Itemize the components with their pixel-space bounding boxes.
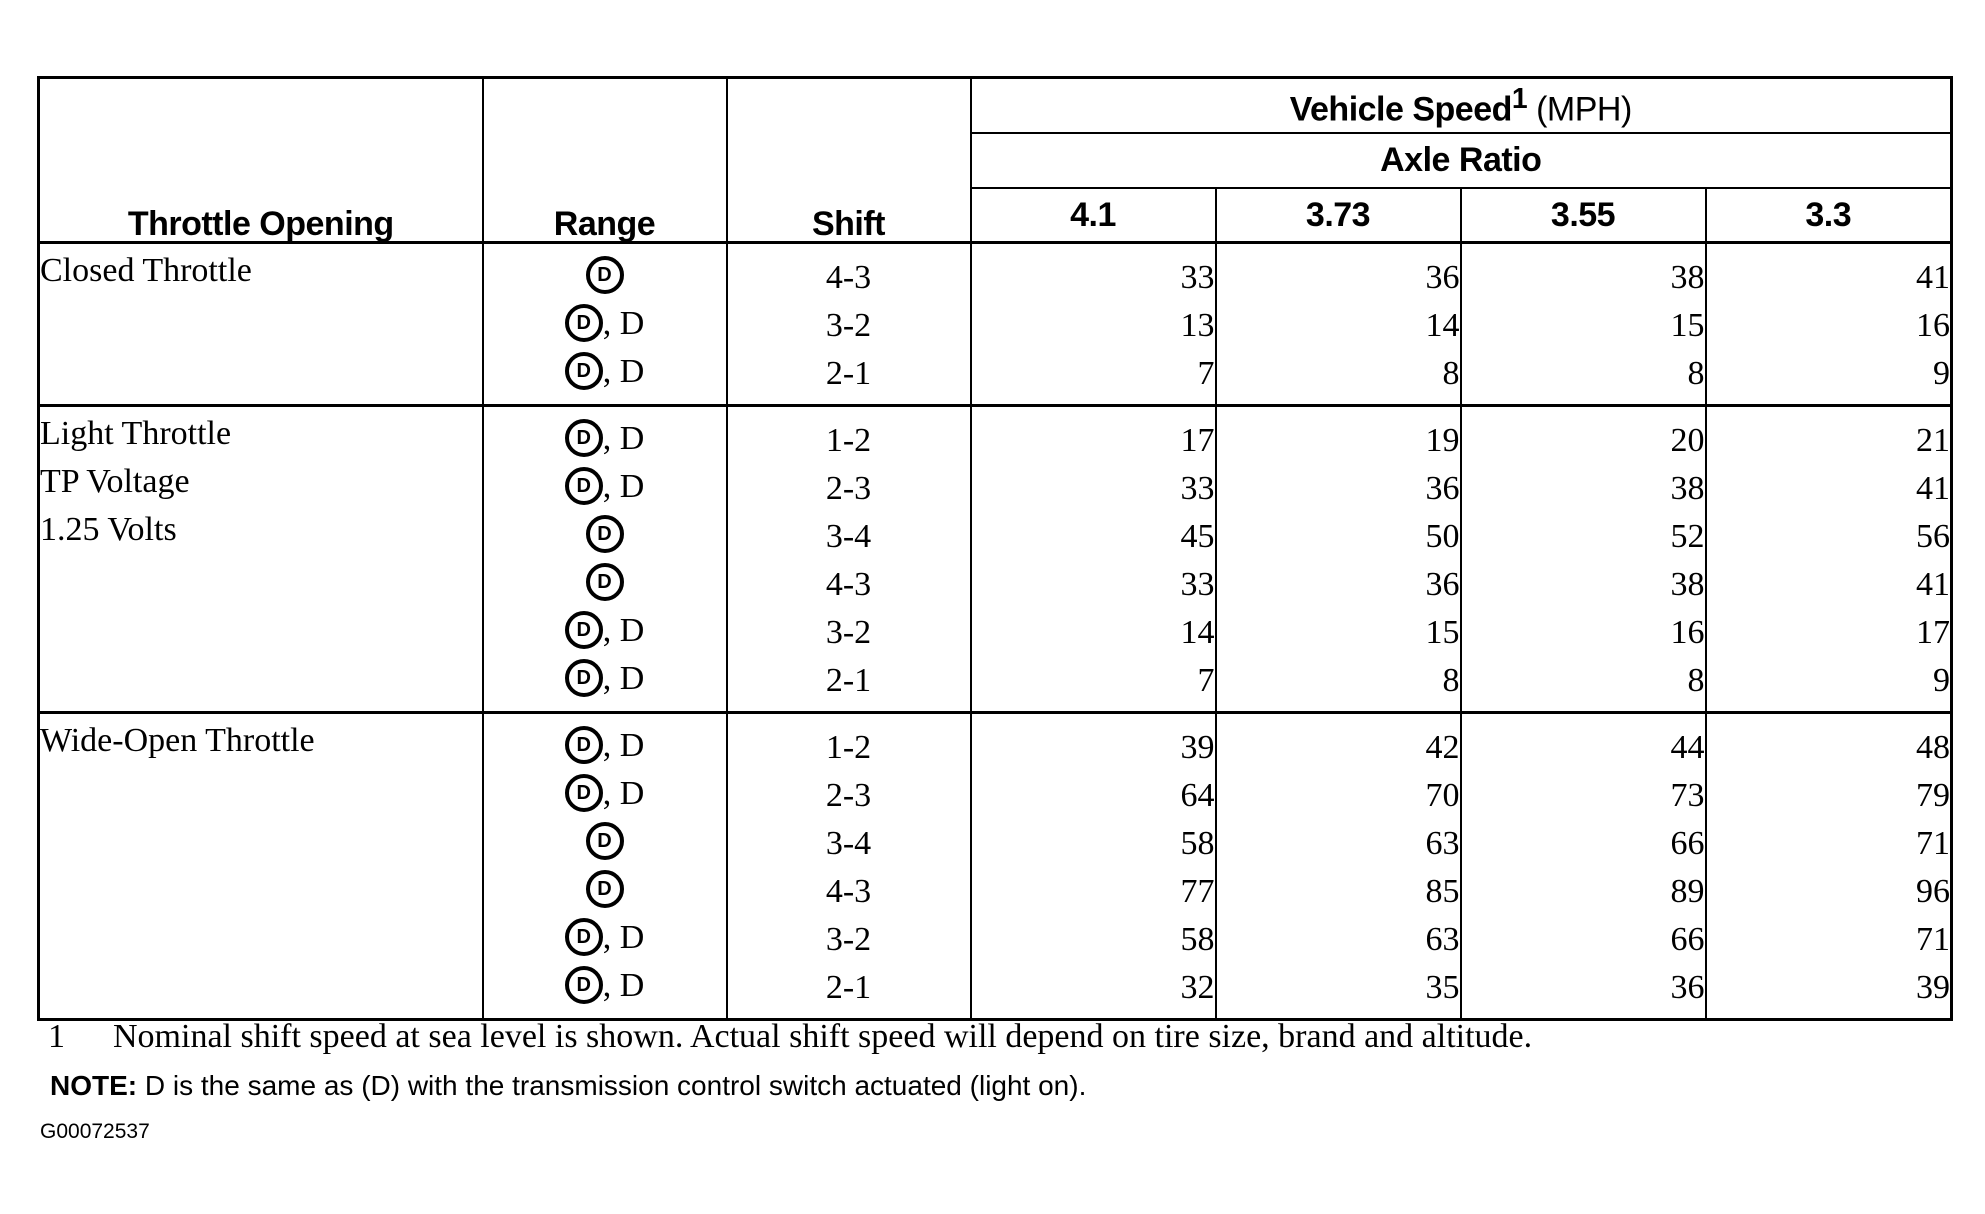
speed-value-cell: 17 [1706,609,1952,657]
speed-value-cell: 50 [1216,513,1461,561]
speed-value-cell: 8 [1461,350,1706,406]
speed-value-cell: 41 [1706,243,1952,303]
speed-value-cell: 58 [971,820,1216,868]
speed-value-cell: 16 [1461,609,1706,657]
speed-value-cell: 16 [1706,302,1952,350]
speed-value-cell: 79 [1706,772,1952,820]
table-row [39,713,1952,773]
shift-cell: 3-4 [727,513,971,561]
speed-value-cell: 44 [1461,713,1706,773]
throttle-opening-cell [39,713,483,1020]
range-cell [483,964,727,1020]
speed-value-cell: 36 [1216,561,1461,609]
range-cell [483,713,727,773]
speed-value-cell: 56 [1706,513,1952,561]
table-row [39,406,1952,466]
note-text: D is the same as (D) with the transmission control switch actuated (light on). [137,1070,1087,1101]
drive-range-circle-icon: D [565,611,603,649]
speed-value-cell: 58 [971,916,1216,964]
header-ratio-3-3: 3.3 [1706,188,1952,243]
drive-range-circle-icon: D [565,774,603,812]
shift-cell: 2-3 [727,465,971,513]
range-cell [483,916,727,964]
footnote [48,1018,1532,1056]
speed-value-cell: 32 [971,964,1216,1020]
throttle-opening-label: Closed Throttle [40,252,252,289]
range-cell [483,465,727,513]
range-suffix: , D [602,726,645,764]
speed-value-cell: 36 [1216,243,1461,303]
drive-range-circle-icon: D [586,256,624,294]
range-suffix: , D [602,659,645,697]
note [50,1070,1086,1102]
speed-value-cell: 33 [971,561,1216,609]
range-suffix: , D [602,419,645,457]
speed-unit-label: (MPH) [1536,89,1632,128]
drive-range-circle-icon: D [565,419,603,457]
throttle-opening-cell [39,243,483,406]
table-row [39,243,1952,303]
speed-value-cell: 63 [1216,916,1461,964]
speed-value-cell: 17 [971,406,1216,466]
speed-value-cell: 77 [971,868,1216,916]
header-ratio-3-73: 3.73 [1216,188,1461,243]
speed-value-cell: 21 [1706,406,1952,466]
footnote-text: Nominal shift speed at sea level is shown. Actual shift speed will depend on tire size, brand and altitude. [113,1018,1533,1055]
shift-cell: 4-3 [727,561,971,609]
shift-cell: 1-2 [727,406,971,466]
drive-range-circle-icon: D [565,918,603,956]
range-cell [483,820,727,868]
header-ratio-4-1: 4.1 [971,188,1216,243]
speed-value-cell: 71 [1706,916,1952,964]
throttle-opening-label: TP Voltage [40,463,190,500]
speed-value-cell: 15 [1461,302,1706,350]
shift-cell: 3-2 [727,609,971,657]
range-cell [483,561,727,609]
range-cell [483,406,727,466]
range-cell [483,350,727,406]
speed-value-cell: 8 [1216,657,1461,713]
speed-value-cell: 38 [1461,561,1706,609]
speed-value-cell: 39 [971,713,1216,773]
speed-value-cell: 41 [1706,465,1952,513]
speed-value-cell: 8 [1216,350,1461,406]
speed-value-cell: 42 [1216,713,1461,773]
range-cell [483,657,727,713]
range-cell [483,772,727,820]
throttle-opening-label: Wide-Open Throttle [40,722,315,759]
header-throttle-opening: Throttle Opening [39,78,483,243]
shift-cell: 3-2 [727,916,971,964]
shift-cell: 3-4 [727,820,971,868]
shift-cell: 4-3 [727,243,971,303]
range-suffix: , D [602,611,645,649]
shift-speed-table-container [37,76,1953,1021]
speed-value-cell: 19 [1216,406,1461,466]
speed-value-cell: 45 [971,513,1216,561]
range-suffix: , D [602,467,645,505]
range-cell [483,609,727,657]
range-cell [483,243,727,303]
speed-value-cell: 7 [971,657,1216,713]
throttle-opening-label: Light Throttle [40,415,232,452]
vehicle-speed-label: Vehicle Speed [1289,89,1512,128]
drive-range-circle-icon: D [586,563,624,601]
range-cell [483,302,727,350]
speed-value-cell: 63 [1216,820,1461,868]
shift-cell: 3-2 [727,302,971,350]
drive-range-circle-icon: D [586,515,624,553]
drive-range-circle-icon: D [565,304,603,342]
speed-value-cell: 89 [1461,868,1706,916]
shift-cell: 1-2 [727,713,971,773]
shift-cell: 2-1 [727,964,971,1020]
table-body [39,243,1952,1020]
throttle-opening-label: 1.25 Volts [40,511,177,548]
drive-range-circle-icon: D [565,659,603,697]
speed-value-cell: 9 [1706,350,1952,406]
range-suffix: , D [602,918,645,956]
speed-value-cell: 8 [1461,657,1706,713]
throttle-opening-cell [39,406,483,713]
speed-value-cell: 38 [1461,243,1706,303]
figure-id: G00072537 [40,1120,150,1143]
speed-value-cell: 35 [1216,964,1461,1020]
speed-value-cell: 9 [1706,657,1952,713]
shift-speed-table [37,76,1953,1021]
shift-cell: 4-3 [727,868,971,916]
drive-range-circle-icon: D [586,870,624,908]
speed-value-cell: 33 [971,243,1216,303]
footnote-reference: 1 [1511,82,1528,115]
speed-value-cell: 14 [971,609,1216,657]
header-range: Range [483,78,727,243]
drive-range-circle-icon: D [565,467,603,505]
speed-value-cell: 14 [1216,302,1461,350]
speed-value-cell: 52 [1461,513,1706,561]
range-suffix: , D [602,966,645,1004]
speed-value-cell: 39 [1706,964,1952,1020]
drive-range-circle-icon: D [565,352,603,390]
range-cell [483,868,727,916]
drive-range-circle-icon: D [565,966,603,1004]
header-ratio-3-55: 3.55 [1461,188,1706,243]
shift-cell: 2-1 [727,657,971,713]
speed-value-cell: 71 [1706,820,1952,868]
speed-value-cell: 73 [1461,772,1706,820]
header-shift: Shift [727,78,971,243]
drive-range-circle-icon: D [586,822,624,860]
range-suffix: , D [602,774,645,812]
speed-value-cell: 48 [1706,713,1952,773]
speed-value-cell: 85 [1216,868,1461,916]
shift-cell: 2-1 [727,350,971,406]
header-vehicle-speed [971,78,1952,133]
speed-value-cell: 15 [1216,609,1461,657]
speed-value-cell: 33 [971,465,1216,513]
speed-value-cell: 7 [971,350,1216,406]
drive-range-circle-icon: D [565,726,603,764]
speed-value-cell: 36 [1461,964,1706,1020]
range-suffix: , D [602,304,645,342]
footnote-number: 1 [48,1018,65,1055]
shift-cell: 2-3 [727,772,971,820]
speed-value-cell: 20 [1461,406,1706,466]
speed-value-cell: 64 [971,772,1216,820]
speed-value-cell: 41 [1706,561,1952,609]
note-label: NOTE: [50,1070,138,1101]
speed-value-cell: 38 [1461,465,1706,513]
speed-value-cell: 36 [1216,465,1461,513]
range-cell [483,513,727,561]
speed-value-cell: 70 [1216,772,1461,820]
range-suffix: , D [602,352,645,390]
speed-value-cell: 96 [1706,868,1952,916]
header-axle-ratio: Axle Ratio [971,133,1952,188]
speed-value-cell: 66 [1461,916,1706,964]
speed-value-cell: 13 [971,302,1216,350]
speed-value-cell: 66 [1461,820,1706,868]
